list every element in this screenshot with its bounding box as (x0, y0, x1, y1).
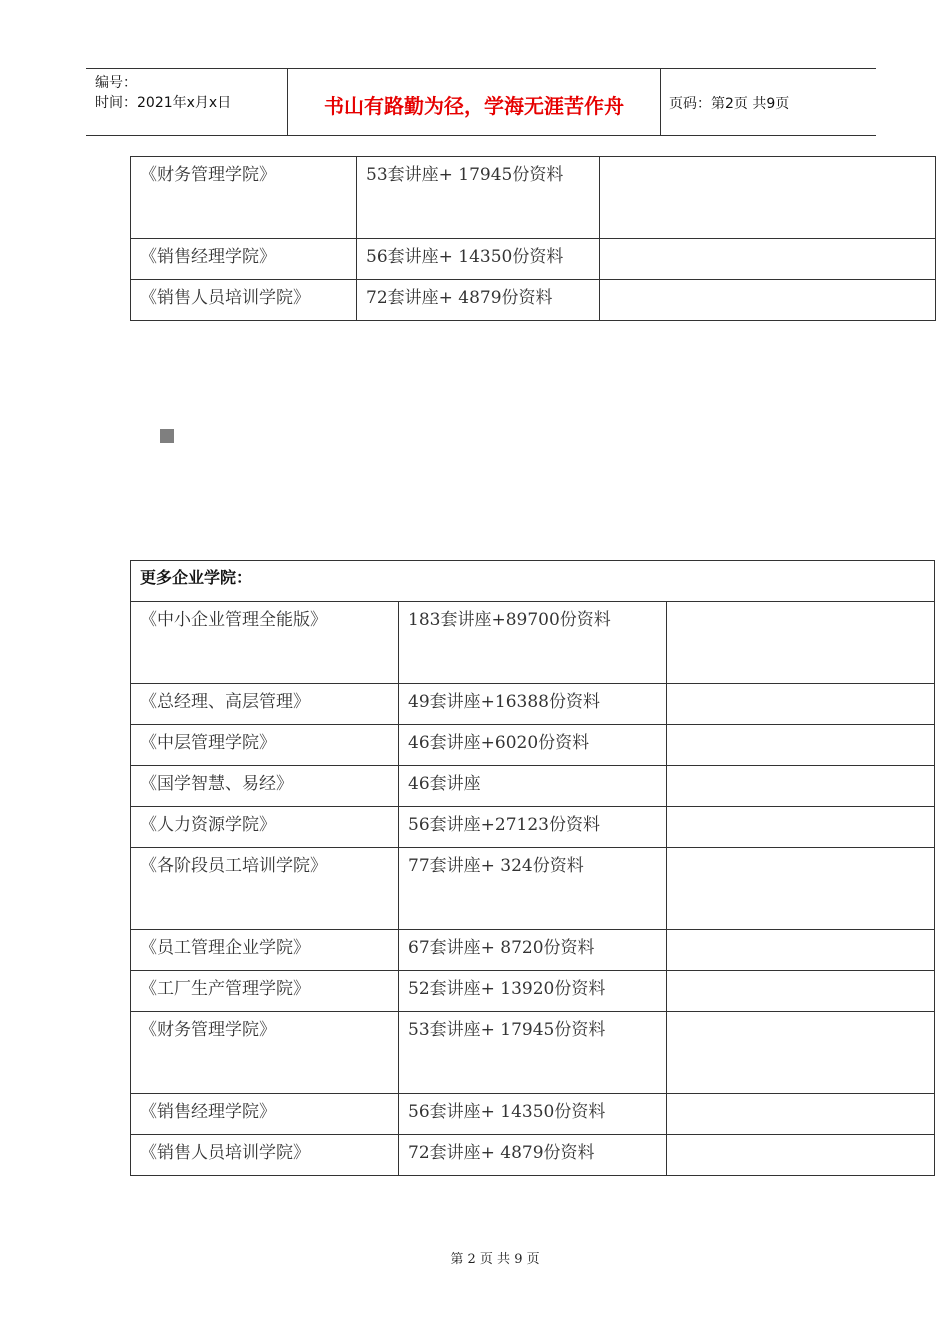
document-number-label: 编号： (95, 75, 137, 91)
course-name-cell: 《销售人员培训学院》 (131, 1135, 399, 1176)
course-name-cell: 《中小企业管理全能版》 (131, 602, 399, 684)
empty-cell (667, 766, 935, 807)
course-content-cell: 77套讲座+ 324份资料 (399, 848, 667, 930)
empty-cell (667, 807, 935, 848)
course-content-cell: 183套讲座+89700份资料 (399, 602, 667, 684)
course-name-cell: 《员工管理企业学院》 (131, 930, 399, 971)
header-motto: 书山有路勤为径，学海无涯苦作舟 (288, 69, 661, 135)
course-content-cell: 72套讲座+ 4879份资料 (399, 1135, 667, 1176)
course-content-cell: 56套讲座+ 14350份资料 (399, 1094, 667, 1135)
course-name-cell: 《销售经理学院》 (131, 1094, 399, 1135)
header-meta (86, 69, 288, 135)
table-row (131, 807, 935, 848)
page-footer: 第 2 页 共 9 页 (450, 1252, 540, 1267)
header-page-label: 页码：第2页 共9页 (669, 96, 790, 112)
course-name-cell: 《人力资源学院》 (131, 807, 399, 848)
table-row (131, 930, 935, 971)
empty-cell (667, 602, 935, 684)
empty-cell (667, 1135, 935, 1176)
course-name-cell: 《总经理、高层管理》 (131, 684, 399, 725)
bullet-square-icon (160, 429, 174, 443)
empty-cell (600, 280, 936, 321)
empty-cell (667, 1012, 935, 1094)
course-name-cell: 《各阶段员工培训学院》 (131, 848, 399, 930)
course-table-more (130, 560, 935, 1176)
empty-cell (667, 1094, 935, 1135)
course-name-cell: 《国学智慧、易经》 (131, 766, 399, 807)
empty-cell (667, 725, 935, 766)
table-heading-row (131, 561, 935, 602)
course-content-cell: 67套讲座+ 8720份资料 (399, 930, 667, 971)
table-heading: 更多企业学院： (131, 561, 935, 602)
table-row (131, 280, 936, 321)
table-row (131, 1135, 935, 1176)
document-time-label: 时间：2021年x月x日 (95, 95, 232, 111)
course-table-top (130, 156, 936, 321)
course-name-cell: 《中层管理学院》 (131, 725, 399, 766)
table-row (131, 725, 935, 766)
table-row (131, 684, 935, 725)
course-content-cell: 56套讲座+ 14350份资料 (357, 239, 600, 280)
course-content-cell: 49套讲座+16388份资料 (399, 684, 667, 725)
course-name-cell: 《财务管理学院》 (131, 157, 357, 239)
table-row (131, 239, 936, 280)
table-row (131, 971, 935, 1012)
course-content-cell: 52套讲座+ 13920份资料 (399, 971, 667, 1012)
course-name-cell: 《财务管理学院》 (131, 1012, 399, 1094)
table-row (131, 848, 935, 930)
course-name-cell: 《销售经理学院》 (131, 239, 357, 280)
course-content-cell: 53套讲座+ 17945份资料 (357, 157, 600, 239)
table-row (131, 1012, 935, 1094)
course-content-cell: 46套讲座 (399, 766, 667, 807)
course-content-cell: 56套讲座+27123份资料 (399, 807, 667, 848)
document-header (86, 68, 876, 136)
table-row (131, 766, 935, 807)
course-name-cell: 《销售人员培训学院》 (131, 280, 357, 321)
course-content-cell: 53套讲座+ 17945份资料 (399, 1012, 667, 1094)
empty-cell (600, 157, 936, 239)
empty-cell (667, 930, 935, 971)
course-name-cell: 《工厂生产管理学院》 (131, 971, 399, 1012)
empty-cell (667, 684, 935, 725)
table-row (131, 157, 936, 239)
empty-cell (667, 848, 935, 930)
table-row (131, 1094, 935, 1135)
empty-cell (667, 971, 935, 1012)
table-row (131, 602, 935, 684)
course-content-cell: 46套讲座+6020份资料 (399, 725, 667, 766)
empty-cell (600, 239, 936, 280)
course-content-cell: 72套讲座+ 4879份资料 (357, 280, 600, 321)
